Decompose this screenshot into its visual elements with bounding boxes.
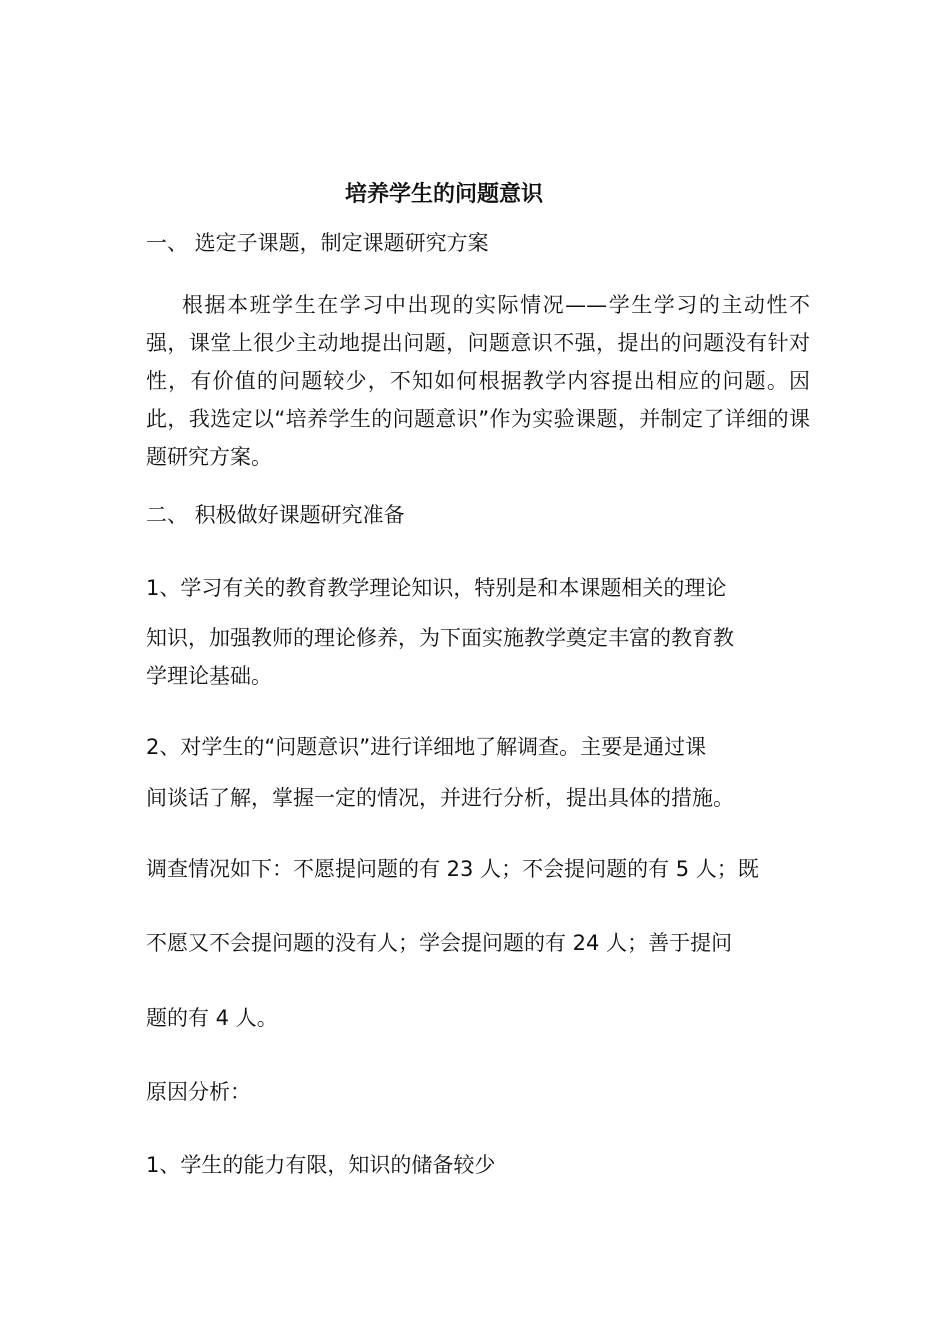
survey-line3: 题的有 4 人。 xyxy=(146,1006,278,1030)
survey-line1: 调查情况如下：不愿提问题的有 23 人；不会提问题的有 5 人；既 xyxy=(146,857,759,881)
item1-line3: 学理论基础。 xyxy=(146,664,272,688)
document-title: 培养学生的问题意识 xyxy=(344,181,543,207)
section2-heading: 二、 积极做好课题研究准备 xyxy=(146,503,405,527)
analysis-heading: 原因分析： xyxy=(146,1080,251,1104)
section1-paragraph: 根据本班学生在学习中出现的实际情况——学生学习的主动性不强，课堂上很少主动地提出问题，问题意识不强，提出的问题没有针对性，有价值的问题较少，不知如何根据教学内容提出相应的问题。因此，我选定以“培养学生的问题意识”作为实验课题，并制定了详细的课题研究方案。 xyxy=(146,293,810,469)
section1-heading: 一、 选定子课题，制定课题研究方案 xyxy=(146,231,489,255)
analysis-item1: 1、学生的能力有限，知识的储备较少 xyxy=(146,1153,496,1177)
item1-line2: 知识，加强教师的理论修养，为下面实施教学奠定丰富的教育教 xyxy=(146,626,734,650)
survey-line2: 不愿又不会提问题的没有人；学会提问题的有 24 人；善于提问 xyxy=(146,931,733,955)
item1-line1: 1、学习有关的教育教学理论知识，特别是和本课题相关的理论 xyxy=(146,576,727,600)
item2-line2: 间谈话了解，掌握一定的情况，并进行分析，提出具体的措施。 xyxy=(146,786,734,810)
item2-line1: 2、对学生的“问题意识”进行详细地了解调查。主要是通过课 xyxy=(146,735,707,759)
